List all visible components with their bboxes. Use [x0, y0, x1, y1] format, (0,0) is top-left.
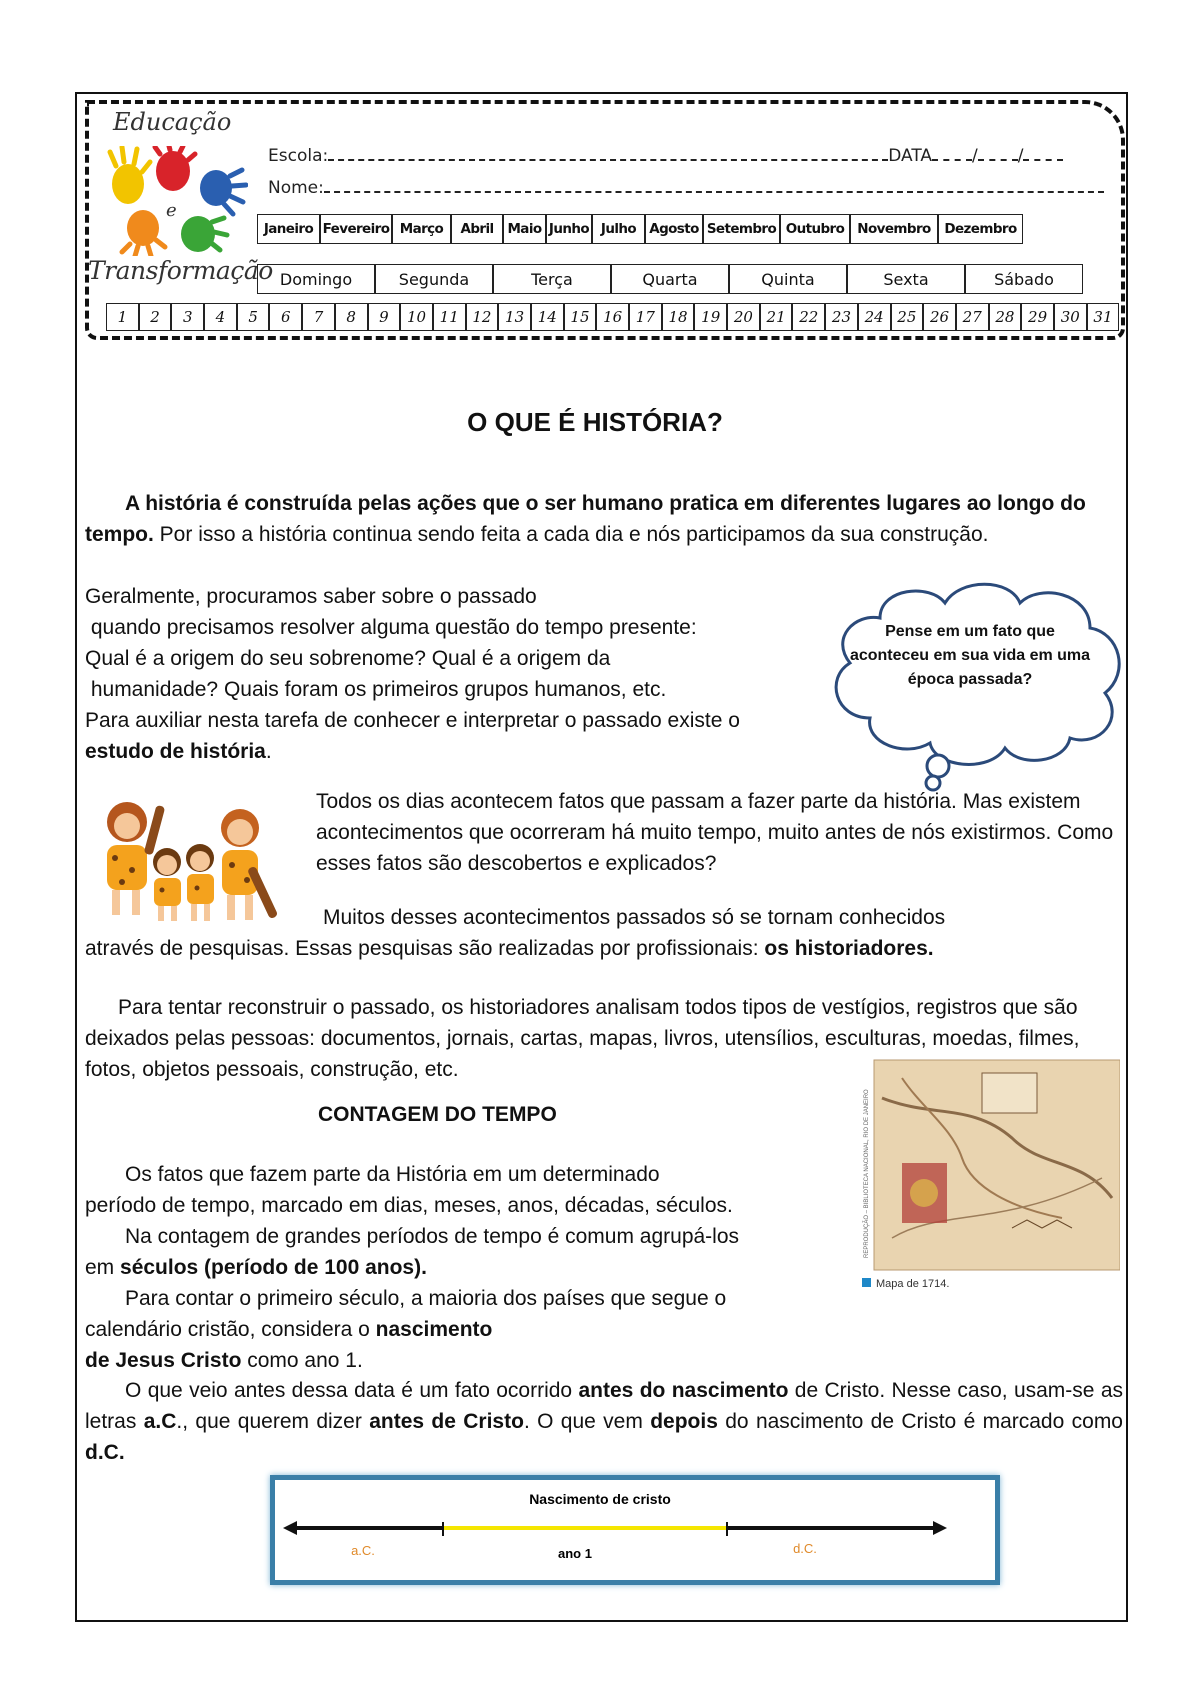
month-cell[interactable]: Maio: [503, 214, 546, 244]
months-row: [257, 214, 1023, 244]
intro-paragraph: [85, 488, 1120, 550]
day-cell[interactable]: 24: [858, 303, 891, 331]
month-cell[interactable]: Junho: [546, 214, 592, 244]
map-side-credit: REPRODUÇÃO – BIBLIOTECA NACIONAL, RIO DE JANEIRO: [864, 1089, 870, 1258]
day-cell[interactable]: 25: [891, 303, 924, 331]
weekday-cell[interactable]: Quinta: [729, 264, 847, 294]
logo-top-text: Educação: [113, 108, 232, 136]
day-cell[interactable]: 2: [139, 303, 172, 331]
p6-line-1: Os fatos que fazem parte da História em um determinado: [125, 1163, 660, 1186]
month-cell[interactable]: Março: [392, 214, 451, 244]
day-cell[interactable]: 14: [531, 303, 564, 331]
day-cell[interactable]: 22: [792, 303, 825, 331]
nome-input-line[interactable]: [324, 191, 1104, 193]
data-label: DATA: [888, 146, 933, 166]
p4-bold: os historiadores.: [764, 937, 934, 960]
day-cell[interactable]: 7: [302, 303, 335, 331]
section-subtitle: CONTAGEM DO TEMPO: [318, 1103, 557, 1126]
logo-middle-text: e: [166, 200, 177, 221]
month-cell[interactable]: Novembro: [850, 214, 938, 244]
day-cell[interactable]: 8: [335, 303, 368, 331]
p2-bold: estudo de história: [85, 740, 266, 763]
day-cell[interactable]: 18: [662, 303, 695, 331]
timeline-left-label: a.C.: [351, 1543, 375, 1558]
weekday-cell[interactable]: Quarta: [611, 264, 729, 294]
map-caption-text: Mapa de 1714.: [876, 1278, 950, 1290]
weekday-cell[interactable]: Segunda: [375, 264, 493, 294]
days-row: [106, 303, 1119, 331]
month-cell[interactable]: Agosto: [645, 214, 703, 244]
day-cell[interactable]: 11: [433, 303, 466, 331]
month-cell[interactable]: Setembro: [703, 214, 780, 244]
p7-i: do nascimento de Cristo é marcado como: [717, 1410, 1123, 1433]
left-arrow-icon: [283, 1521, 297, 1535]
year-input-line[interactable]: [1023, 159, 1063, 161]
paragraph-2: [85, 581, 845, 767]
day-cell[interactable]: 20: [727, 303, 760, 331]
day-cell[interactable]: 30: [1054, 303, 1087, 331]
p6-line-3: Na contagem de grandes períodos de tempo é comum agrupá-los: [125, 1225, 740, 1248]
weekday-cell[interactable]: Terça: [493, 264, 611, 294]
day-cell[interactable]: 29: [1021, 303, 1054, 331]
month-cell[interactable]: Outubro: [780, 214, 850, 244]
paragraph-4: [85, 902, 1125, 964]
p7-b: antes do nascimento: [578, 1379, 789, 1402]
month-input-line[interactable]: [978, 159, 1018, 161]
day-cell[interactable]: 27: [956, 303, 989, 331]
nome-field: [268, 178, 1104, 198]
day-cell[interactable]: 3: [171, 303, 204, 331]
cloud-text: Pense em um fato que aconteceu em sua vida em uma época passada?: [849, 623, 1091, 688]
day-cell[interactable]: 21: [760, 303, 793, 331]
weekday-cell[interactable]: Sexta: [847, 264, 965, 294]
p7-g: . O que vem: [523, 1410, 651, 1433]
month-cell[interactable]: Janeiro: [257, 214, 320, 244]
p7-a: O que veio antes dessa data é um fato ocorrido: [125, 1379, 579, 1402]
p6-line-7a: de Jesus Cristo: [85, 1349, 242, 1372]
historic-map-image: [862, 1058, 1120, 1273]
p7-c: de Cristo. Nesse caso, usam-se as letras: [85, 1379, 1123, 1433]
weekdays-row: [257, 264, 1083, 294]
timeline-right-label: d.C.: [793, 1541, 817, 1556]
day-cell[interactable]: 1: [106, 303, 139, 331]
p7-d: a.C: [143, 1410, 177, 1433]
p6-line-2: período de tempo, marcado em dias, meses, anos, décadas, séculos.: [85, 1194, 733, 1217]
nome-label: Nome:: [268, 178, 324, 198]
day-cell[interactable]: 16: [596, 303, 629, 331]
day-cell[interactable]: 28: [989, 303, 1022, 331]
escola-input-line[interactable]: [328, 159, 888, 161]
paragraph-6: [85, 1159, 885, 1376]
right-arrow-icon: [933, 1521, 947, 1535]
p6-line-4b: séculos (período de 100 anos).: [120, 1256, 427, 1279]
weekday-cell[interactable]: Sábado: [965, 264, 1083, 294]
paragraph-3: Todos os dias acontecem fatos que passam a fazer parte da história. Mas existem acontecimentos que ocorreram há muito tempo, muito antes de nós existirmos. Como esses fatos são descobertos e explicados?: [316, 790, 1114, 875]
p4-line-1: Muitos desses acontecimentos passados só se tornam conhecidos: [323, 906, 946, 929]
day-cell[interactable]: 6: [269, 303, 302, 331]
p2-line-3: Qual é a origem do seu sobrenome? Qual é a origem da: [85, 647, 611, 670]
page-title: O QUE É HISTÓRIA?: [467, 407, 723, 437]
day-cell[interactable]: 5: [237, 303, 270, 331]
paragraph-7: [85, 1375, 1123, 1468]
escola-label: Escola:: [268, 146, 329, 166]
day-cell[interactable]: 10: [400, 303, 433, 331]
p4-line-2: através de pesquisas. Essas pesquisas são realizadas por profissionais:: [85, 937, 765, 960]
timeline-diagram: [270, 1475, 1000, 1585]
p7-j: d.C.: [85, 1441, 125, 1464]
month-cell[interactable]: Julho: [592, 214, 645, 244]
day-cell[interactable]: 9: [368, 303, 401, 331]
logo-bottom-text: Transformação: [88, 256, 273, 285]
month-cell[interactable]: Fevereiro: [320, 214, 392, 244]
p7-h: depois: [650, 1410, 718, 1433]
day-cell[interactable]: 19: [694, 303, 727, 331]
day-input-line[interactable]: [932, 159, 972, 161]
p6-line-6b: nascimento: [375, 1318, 493, 1341]
intro-bold: A história é construída pelas ações que o ser humano pratica em diferentes lugares ao longo do tempo.: [85, 492, 1086, 546]
p2-end: .: [265, 740, 272, 763]
month-cell[interactable]: Abril: [451, 214, 503, 244]
day-cell[interactable]: 31: [1087, 303, 1120, 331]
month-cell[interactable]: Dezembro: [938, 214, 1023, 244]
timeline-middle-label: ano 1: [558, 1546, 592, 1561]
day-cell[interactable]: 12: [466, 303, 499, 331]
day-cell[interactable]: 26: [923, 303, 956, 331]
p2-line-5: Para auxiliar nesta tarefa de conhecer e interpretar o passado existe o: [85, 709, 740, 732]
day-cell[interactable]: 23: [825, 303, 858, 331]
p6-line-4a: em: [85, 1256, 121, 1279]
day-cell[interactable]: 13: [498, 303, 531, 331]
day-cell[interactable]: 15: [564, 303, 597, 331]
escola-field: Escola: DATA / /: [268, 146, 1063, 166]
logo: [88, 108, 273, 293]
timeline-svg: [275, 1480, 995, 1580]
paragraph-5: Para tentar reconstruir o passado, os historiadores analisam todos tipos de vestígios, registros que são deixados pelas pessoas: documentos, jornais, cartas, mapas, livros, utensílios, esculturas, moedas, filmes, fotos, objetos pessoais, construção, etc.: [85, 996, 1080, 1081]
day-cell[interactable]: 4: [204, 303, 237, 331]
p2-line-2: quando precisamos resolver alguma questão do tempo presente:: [85, 616, 697, 639]
intro-rest: Por isso a história continua sendo feita a cada dia e nós participamos da sua construção.: [153, 523, 989, 546]
p2-line-1: Geralmente, procuramos saber sobre o passado: [85, 585, 537, 608]
p6-line-6a: calendário cristão, considera o: [85, 1318, 376, 1341]
p6-line-5: Para contar o primeiro século, a maioria dos países que segue o: [125, 1287, 727, 1310]
timeline-title: Nascimento de cristo: [529, 1491, 671, 1507]
p7-e: ., que querem dizer: [176, 1410, 370, 1433]
day-cell[interactable]: 17: [629, 303, 662, 331]
p7-f: antes de Cristo: [369, 1410, 524, 1433]
p2-line-4: humanidade? Quais foram os primeiros grupos humanos, etc.: [85, 678, 667, 701]
p6-line-7b: como ano 1.: [241, 1349, 363, 1372]
weekday-cell[interactable]: Domingo: [257, 264, 375, 294]
